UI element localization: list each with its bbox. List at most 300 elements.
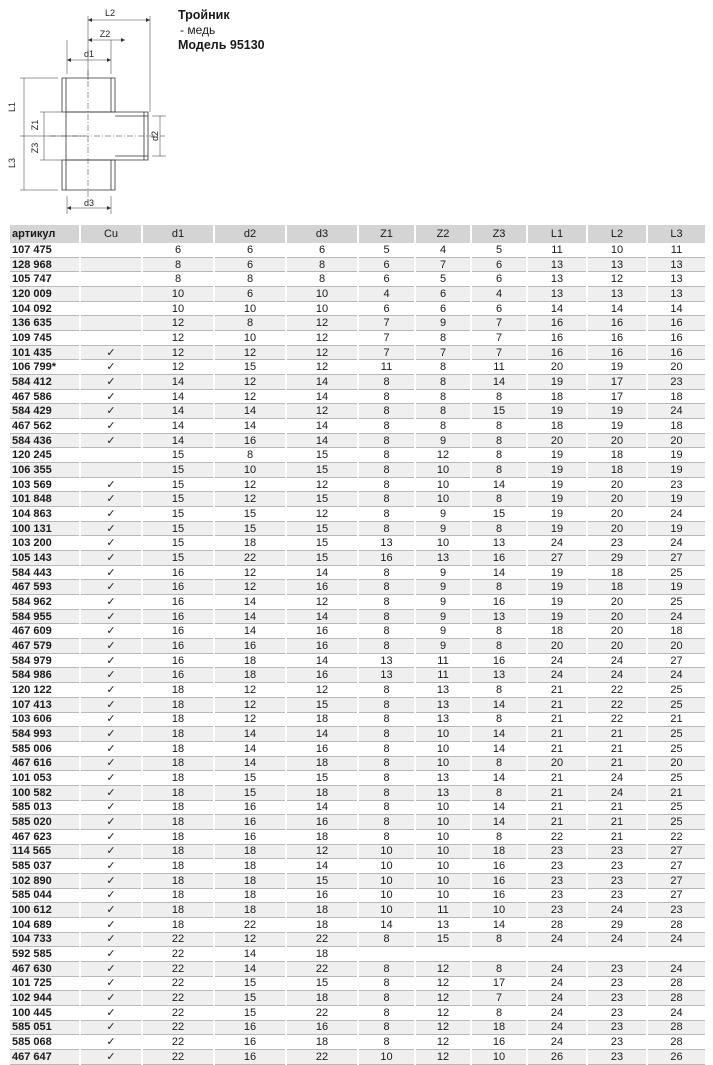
- cell-l3: 16: [647, 345, 705, 360]
- cell-d1: 18: [142, 785, 214, 800]
- cell-cu-mark: ✓: [80, 404, 142, 419]
- cell-z3: 8: [471, 932, 527, 947]
- cell-z1: 13: [358, 653, 415, 668]
- table-row: [10, 507, 705, 522]
- cell-l2: 13: [587, 257, 647, 272]
- cell-l2: 18: [587, 580, 647, 595]
- cell-l2: 21: [587, 727, 647, 742]
- cell-l1: 20: [527, 756, 587, 771]
- cell-z1: 8: [358, 712, 415, 727]
- cell-l1: 19: [527, 595, 587, 610]
- cell-l1: 21: [527, 727, 587, 742]
- dim-label-l1: L1: [7, 101, 17, 113]
- cell-z1: 8: [358, 595, 415, 610]
- cell-article: 585 013: [10, 800, 80, 815]
- cell-d3: 14: [286, 609, 358, 624]
- cell-z3: 8: [471, 756, 527, 771]
- cell-l3: 27: [647, 551, 705, 566]
- cell-d1: 16: [142, 580, 214, 595]
- cell-l1: 24: [527, 932, 587, 947]
- cell-l3: 25: [647, 595, 705, 610]
- cell-cu-mark: [80, 272, 142, 287]
- table-row: [10, 976, 705, 991]
- cell-d2: 15: [214, 976, 286, 991]
- cell-d3: 18: [286, 947, 358, 962]
- cell-cu-mark: ✓: [80, 389, 142, 404]
- cell-l2: 23: [587, 991, 647, 1006]
- cell-l3: 18: [647, 389, 705, 404]
- cell-d1: 12: [142, 345, 214, 360]
- table-row: [10, 316, 705, 331]
- cell-l1: 21: [527, 800, 587, 815]
- cell-d2: 14: [214, 727, 286, 742]
- cell-z3: 13: [471, 536, 527, 551]
- cell-d1: 14: [142, 375, 214, 390]
- cell-z2: 9: [415, 624, 471, 639]
- cell-l3: 25: [647, 800, 705, 815]
- cell-d2: 15: [214, 507, 286, 522]
- cell-d3: 12: [286, 683, 358, 698]
- cell-l1: 23: [527, 844, 587, 859]
- cell-d2: 15: [214, 991, 286, 1006]
- cell-l2: 23: [587, 873, 647, 888]
- cell-z3: 8: [471, 785, 527, 800]
- cell-l2: 21: [587, 815, 647, 830]
- cell-article: 114 565: [10, 844, 80, 859]
- cell-d3: 18: [286, 991, 358, 1006]
- cell-z1: 8: [358, 1005, 415, 1020]
- cell-l3: [647, 947, 705, 962]
- cell-article: 102 944: [10, 991, 80, 1006]
- cell-z1: 7: [358, 345, 415, 360]
- cell-cu-mark: ✓: [80, 859, 142, 874]
- cell-cu-mark: ✓: [80, 551, 142, 566]
- cell-article: 592 585: [10, 947, 80, 962]
- cell-l3: 23: [647, 375, 705, 390]
- cell-article: 467 630: [10, 961, 80, 976]
- cell-d3: 14: [286, 419, 358, 434]
- cell-z2: 11: [415, 668, 471, 683]
- cell-z2: 8: [415, 331, 471, 346]
- cell-article: 120 009: [10, 287, 80, 302]
- cell-z2: 9: [415, 565, 471, 580]
- cell-l3: 27: [647, 653, 705, 668]
- cell-cu-mark: [80, 301, 142, 316]
- cell-z3: 6: [471, 272, 527, 287]
- cell-l2: 14: [587, 301, 647, 316]
- cell-z1: 8: [358, 580, 415, 595]
- cell-l3: 28: [647, 917, 705, 932]
- cell-d1: 15: [142, 536, 214, 551]
- cell-cu-mark: ✓: [80, 785, 142, 800]
- cell-l3: 13: [647, 257, 705, 272]
- cell-d1: 18: [142, 683, 214, 698]
- cell-l2: 24: [587, 771, 647, 786]
- cell-z1: 8: [358, 639, 415, 654]
- cell-cu-mark: ✓: [80, 741, 142, 756]
- table-row: [10, 521, 705, 536]
- cell-d2: 15: [214, 521, 286, 536]
- cell-d1: 22: [142, 1020, 214, 1035]
- cell-article: 128 968: [10, 257, 80, 272]
- cell-d1: 18: [142, 756, 214, 771]
- cell-z1: 8: [358, 800, 415, 815]
- cell-l3: 28: [647, 1020, 705, 1035]
- cell-d3: 12: [286, 331, 358, 346]
- cell-z1: 8: [358, 1020, 415, 1035]
- cell-d2: 14: [214, 419, 286, 434]
- cell-d2: 12: [214, 683, 286, 698]
- cell-l1: 28: [527, 917, 587, 932]
- cell-article: 584 986: [10, 668, 80, 683]
- cell-d1: 18: [142, 727, 214, 742]
- cell-article: 100 445: [10, 1005, 80, 1020]
- cell-l1: 19: [527, 507, 587, 522]
- cell-l1: 21: [527, 697, 587, 712]
- cell-l2: 23: [587, 888, 647, 903]
- cell-l2: 10: [587, 243, 647, 257]
- cell-l1: 19: [527, 404, 587, 419]
- cell-l1: 16: [527, 316, 587, 331]
- cell-l2: 12: [587, 272, 647, 287]
- col-header-d3: d3: [286, 225, 358, 243]
- cell-z2: 5: [415, 272, 471, 287]
- table-row: [10, 565, 705, 580]
- cell-d1: 22: [142, 947, 214, 962]
- cell-d2: 16: [214, 1020, 286, 1035]
- cell-l3: 19: [647, 448, 705, 463]
- dim-label-d3: d3: [83, 198, 95, 208]
- cell-l3: 27: [647, 873, 705, 888]
- cell-l2: 20: [587, 507, 647, 522]
- cell-article: 104 689: [10, 917, 80, 932]
- cell-article: 106 355: [10, 463, 80, 478]
- table-row: [10, 463, 705, 478]
- cell-z1: 6: [358, 301, 415, 316]
- cell-l2: 24: [587, 932, 647, 947]
- cell-l2: 24: [587, 785, 647, 800]
- cell-z3: 18: [471, 1020, 527, 1035]
- cell-z3: 8: [471, 580, 527, 595]
- cell-d2: 14: [214, 741, 286, 756]
- cell-d1: 18: [142, 888, 214, 903]
- cell-z2: [415, 947, 471, 962]
- cell-l2: 21: [587, 800, 647, 815]
- cell-z1: 10: [358, 859, 415, 874]
- cell-z1: 13: [358, 536, 415, 551]
- cell-d2: 18: [214, 859, 286, 874]
- cell-z2: 10: [415, 756, 471, 771]
- cell-cu-mark: ✓: [80, 976, 142, 991]
- cell-z3: 14: [471, 771, 527, 786]
- cell-article: 584 955: [10, 609, 80, 624]
- cell-z1: 4: [358, 287, 415, 302]
- cell-l1: 19: [527, 565, 587, 580]
- cell-d3: 10: [286, 301, 358, 316]
- cell-l1: 11: [527, 243, 587, 257]
- cell-cu-mark: ✓: [80, 961, 142, 976]
- cell-d2: 15: [214, 1005, 286, 1020]
- table-row: [10, 272, 705, 287]
- cell-d3: 22: [286, 1049, 358, 1064]
- cell-d3: 12: [286, 477, 358, 492]
- cell-l1: 24: [527, 536, 587, 551]
- cell-d2: 8: [214, 272, 286, 287]
- cell-article: 584 962: [10, 595, 80, 610]
- cell-article: 584 443: [10, 565, 80, 580]
- table-row: [10, 917, 705, 932]
- cell-article: 102 890: [10, 873, 80, 888]
- cell-d2: 14: [214, 609, 286, 624]
- cell-z2: 9: [415, 521, 471, 536]
- cell-l3: 19: [647, 521, 705, 536]
- cell-d2: 6: [214, 257, 286, 272]
- cell-z1: 14: [358, 917, 415, 932]
- cell-d3: 15: [286, 463, 358, 478]
- cell-article: 467 579: [10, 639, 80, 654]
- cell-article: 467 647: [10, 1049, 80, 1064]
- cell-article: 467 593: [10, 580, 80, 595]
- cell-l2: 19: [587, 419, 647, 434]
- cell-cu-mark: ✓: [80, 697, 142, 712]
- cell-cu-mark: ✓: [80, 756, 142, 771]
- cell-l3: 25: [647, 683, 705, 698]
- cell-d2: 12: [214, 712, 286, 727]
- cell-z2: 12: [415, 1005, 471, 1020]
- cell-l2: [587, 947, 647, 962]
- cell-l2: 21: [587, 741, 647, 756]
- cell-cu-mark: ✓: [80, 683, 142, 698]
- cell-cu-mark: ✓: [80, 492, 142, 507]
- cell-z1: 7: [358, 316, 415, 331]
- cell-d3: 12: [286, 844, 358, 859]
- cell-z2: 13: [415, 917, 471, 932]
- cell-z1: 8: [358, 771, 415, 786]
- cell-d3: 18: [286, 712, 358, 727]
- cell-d1: 18: [142, 903, 214, 918]
- cell-z2: 10: [415, 492, 471, 507]
- cell-z1: 5: [358, 243, 415, 257]
- cell-article: 103 200: [10, 536, 80, 551]
- cell-z2: 13: [415, 551, 471, 566]
- cell-z2: 9: [415, 316, 471, 331]
- table-row: [10, 287, 705, 302]
- cell-d1: 16: [142, 609, 214, 624]
- cell-d3: 15: [286, 551, 358, 566]
- cell-z1: 8: [358, 829, 415, 844]
- cell-l2: 23: [587, 961, 647, 976]
- cell-d2: 16: [214, 639, 286, 654]
- cell-l3: 18: [647, 624, 705, 639]
- cell-l1: 24: [527, 991, 587, 1006]
- col-header-z1: Z1: [358, 225, 415, 243]
- table-row: [10, 536, 705, 551]
- cell-article: 584 436: [10, 433, 80, 448]
- cell-l1: 26: [527, 1049, 587, 1064]
- cell-z2: 12: [415, 1035, 471, 1050]
- cell-z3: 14: [471, 697, 527, 712]
- cell-cu-mark: ✓: [80, 1005, 142, 1020]
- cell-d3: 16: [286, 639, 358, 654]
- cell-cu-mark: ✓: [80, 903, 142, 918]
- cell-d1: 15: [142, 551, 214, 566]
- cell-l1: 23: [527, 859, 587, 874]
- cell-z1: 10: [358, 888, 415, 903]
- cell-l2: 20: [587, 624, 647, 639]
- cell-l3: 24: [647, 1005, 705, 1020]
- cell-z3: 13: [471, 609, 527, 624]
- cell-z1: 16: [358, 551, 415, 566]
- cell-d3: 18: [286, 756, 358, 771]
- cell-z2: 6: [415, 301, 471, 316]
- cell-d3: 15: [286, 492, 358, 507]
- table-row: [10, 668, 705, 683]
- cell-l3: 28: [647, 991, 705, 1006]
- cell-article: 100 131: [10, 521, 80, 536]
- cell-l2: 24: [587, 903, 647, 918]
- table-row: [10, 492, 705, 507]
- cell-l1: 19: [527, 448, 587, 463]
- cell-z1: 8: [358, 961, 415, 976]
- cell-d1: 15: [142, 507, 214, 522]
- cell-d1: 12: [142, 316, 214, 331]
- cell-article: 103 606: [10, 712, 80, 727]
- cell-z2: 8: [415, 375, 471, 390]
- cell-l2: 21: [587, 756, 647, 771]
- cell-z2: 12: [415, 1020, 471, 1035]
- cell-z1: 10: [358, 873, 415, 888]
- cell-z2: 10: [415, 727, 471, 742]
- cell-l2: 20: [587, 639, 647, 654]
- cell-d2: 15: [214, 360, 286, 375]
- cell-cu-mark: ✓: [80, 565, 142, 580]
- cell-l1: 24: [527, 1035, 587, 1050]
- cell-cu-mark: ✓: [80, 419, 142, 434]
- col-header-z2: Z2: [415, 225, 471, 243]
- cell-l2: 20: [587, 492, 647, 507]
- cell-d2: 18: [214, 844, 286, 859]
- cell-d2: 12: [214, 697, 286, 712]
- cell-l2: 17: [587, 389, 647, 404]
- cell-z2: 10: [415, 463, 471, 478]
- cell-article: 467 609: [10, 624, 80, 639]
- cell-z1: 6: [358, 257, 415, 272]
- cell-l2: 21: [587, 829, 647, 844]
- cell-d3: 18: [286, 829, 358, 844]
- cell-cu-mark: [80, 463, 142, 478]
- cell-l1: 24: [527, 976, 587, 991]
- cell-l2: 20: [587, 433, 647, 448]
- table-row: [10, 829, 705, 844]
- cell-z3: 16: [471, 595, 527, 610]
- table-row: [10, 257, 705, 272]
- col-header-d2: d2: [214, 225, 286, 243]
- cell-d3: 16: [286, 668, 358, 683]
- cell-article: 107 413: [10, 697, 80, 712]
- cell-d2: 12: [214, 345, 286, 360]
- cell-l3: 20: [647, 639, 705, 654]
- cell-z1: 7: [358, 331, 415, 346]
- cell-d3: 22: [286, 1005, 358, 1020]
- cell-d1: 18: [142, 741, 214, 756]
- cell-z1: 8: [358, 463, 415, 478]
- cell-d3: 16: [286, 624, 358, 639]
- cell-article: 109 745: [10, 331, 80, 346]
- cell-d1: 16: [142, 653, 214, 668]
- cell-l1: 19: [527, 477, 587, 492]
- cell-d2: 22: [214, 917, 286, 932]
- cell-l1: 21: [527, 785, 587, 800]
- table-row: [10, 301, 705, 316]
- cell-l3: 25: [647, 741, 705, 756]
- table-body: [10, 243, 705, 1064]
- cell-z1: 8: [358, 976, 415, 991]
- cell-z3: 8: [471, 639, 527, 654]
- cell-l3: 13: [647, 272, 705, 287]
- cell-d1: 15: [142, 492, 214, 507]
- cell-z2: 9: [415, 433, 471, 448]
- cell-l2: 20: [587, 609, 647, 624]
- cell-d1: 18: [142, 815, 214, 830]
- cell-d1: 16: [142, 565, 214, 580]
- cell-z3: 7: [471, 991, 527, 1006]
- table-row: [10, 375, 705, 390]
- cell-cu-mark: ✓: [80, 536, 142, 551]
- cell-l3: 25: [647, 565, 705, 580]
- cell-l2: 29: [587, 551, 647, 566]
- cell-l2: 16: [587, 316, 647, 331]
- cell-l2: 22: [587, 683, 647, 698]
- cell-article: 584 429: [10, 404, 80, 419]
- cell-z2: 11: [415, 653, 471, 668]
- cell-l3: 25: [647, 727, 705, 742]
- cell-cu-mark: ✓: [80, 653, 142, 668]
- cell-l3: 23: [647, 477, 705, 492]
- product-model: Модель 95130: [178, 38, 265, 52]
- cell-z3: 8: [471, 683, 527, 698]
- cell-cu-mark: ✓: [80, 991, 142, 1006]
- table-row: [10, 697, 705, 712]
- cell-article: 104 863: [10, 507, 80, 522]
- cell-d1: 12: [142, 331, 214, 346]
- cell-cu-mark: ✓: [80, 477, 142, 492]
- cell-article: 103 569: [10, 477, 80, 492]
- cell-l3: 28: [647, 976, 705, 991]
- cell-d2: 6: [214, 243, 286, 257]
- cell-z3: 14: [471, 727, 527, 742]
- cell-article: 136 635: [10, 316, 80, 331]
- cell-z3: 18: [471, 844, 527, 859]
- cell-l3: 14: [647, 301, 705, 316]
- cell-d1: 22: [142, 976, 214, 991]
- cell-z2: 8: [415, 389, 471, 404]
- cell-l3: 19: [647, 580, 705, 595]
- cell-d2: 14: [214, 961, 286, 976]
- cell-d1: 15: [142, 477, 214, 492]
- cell-z3: 16: [471, 888, 527, 903]
- cell-l3: 23: [647, 903, 705, 918]
- cell-d3: 8: [286, 272, 358, 287]
- cell-z3: 6: [471, 301, 527, 316]
- cell-z3: 17: [471, 976, 527, 991]
- cell-d2: 8: [214, 448, 286, 463]
- cell-d2: 18: [214, 653, 286, 668]
- tee-fitting-diagram: [0, 0, 180, 222]
- cell-z2: 10: [415, 815, 471, 830]
- cell-d3: 12: [286, 345, 358, 360]
- cell-z3: 8: [471, 492, 527, 507]
- cell-d3: 12: [286, 507, 358, 522]
